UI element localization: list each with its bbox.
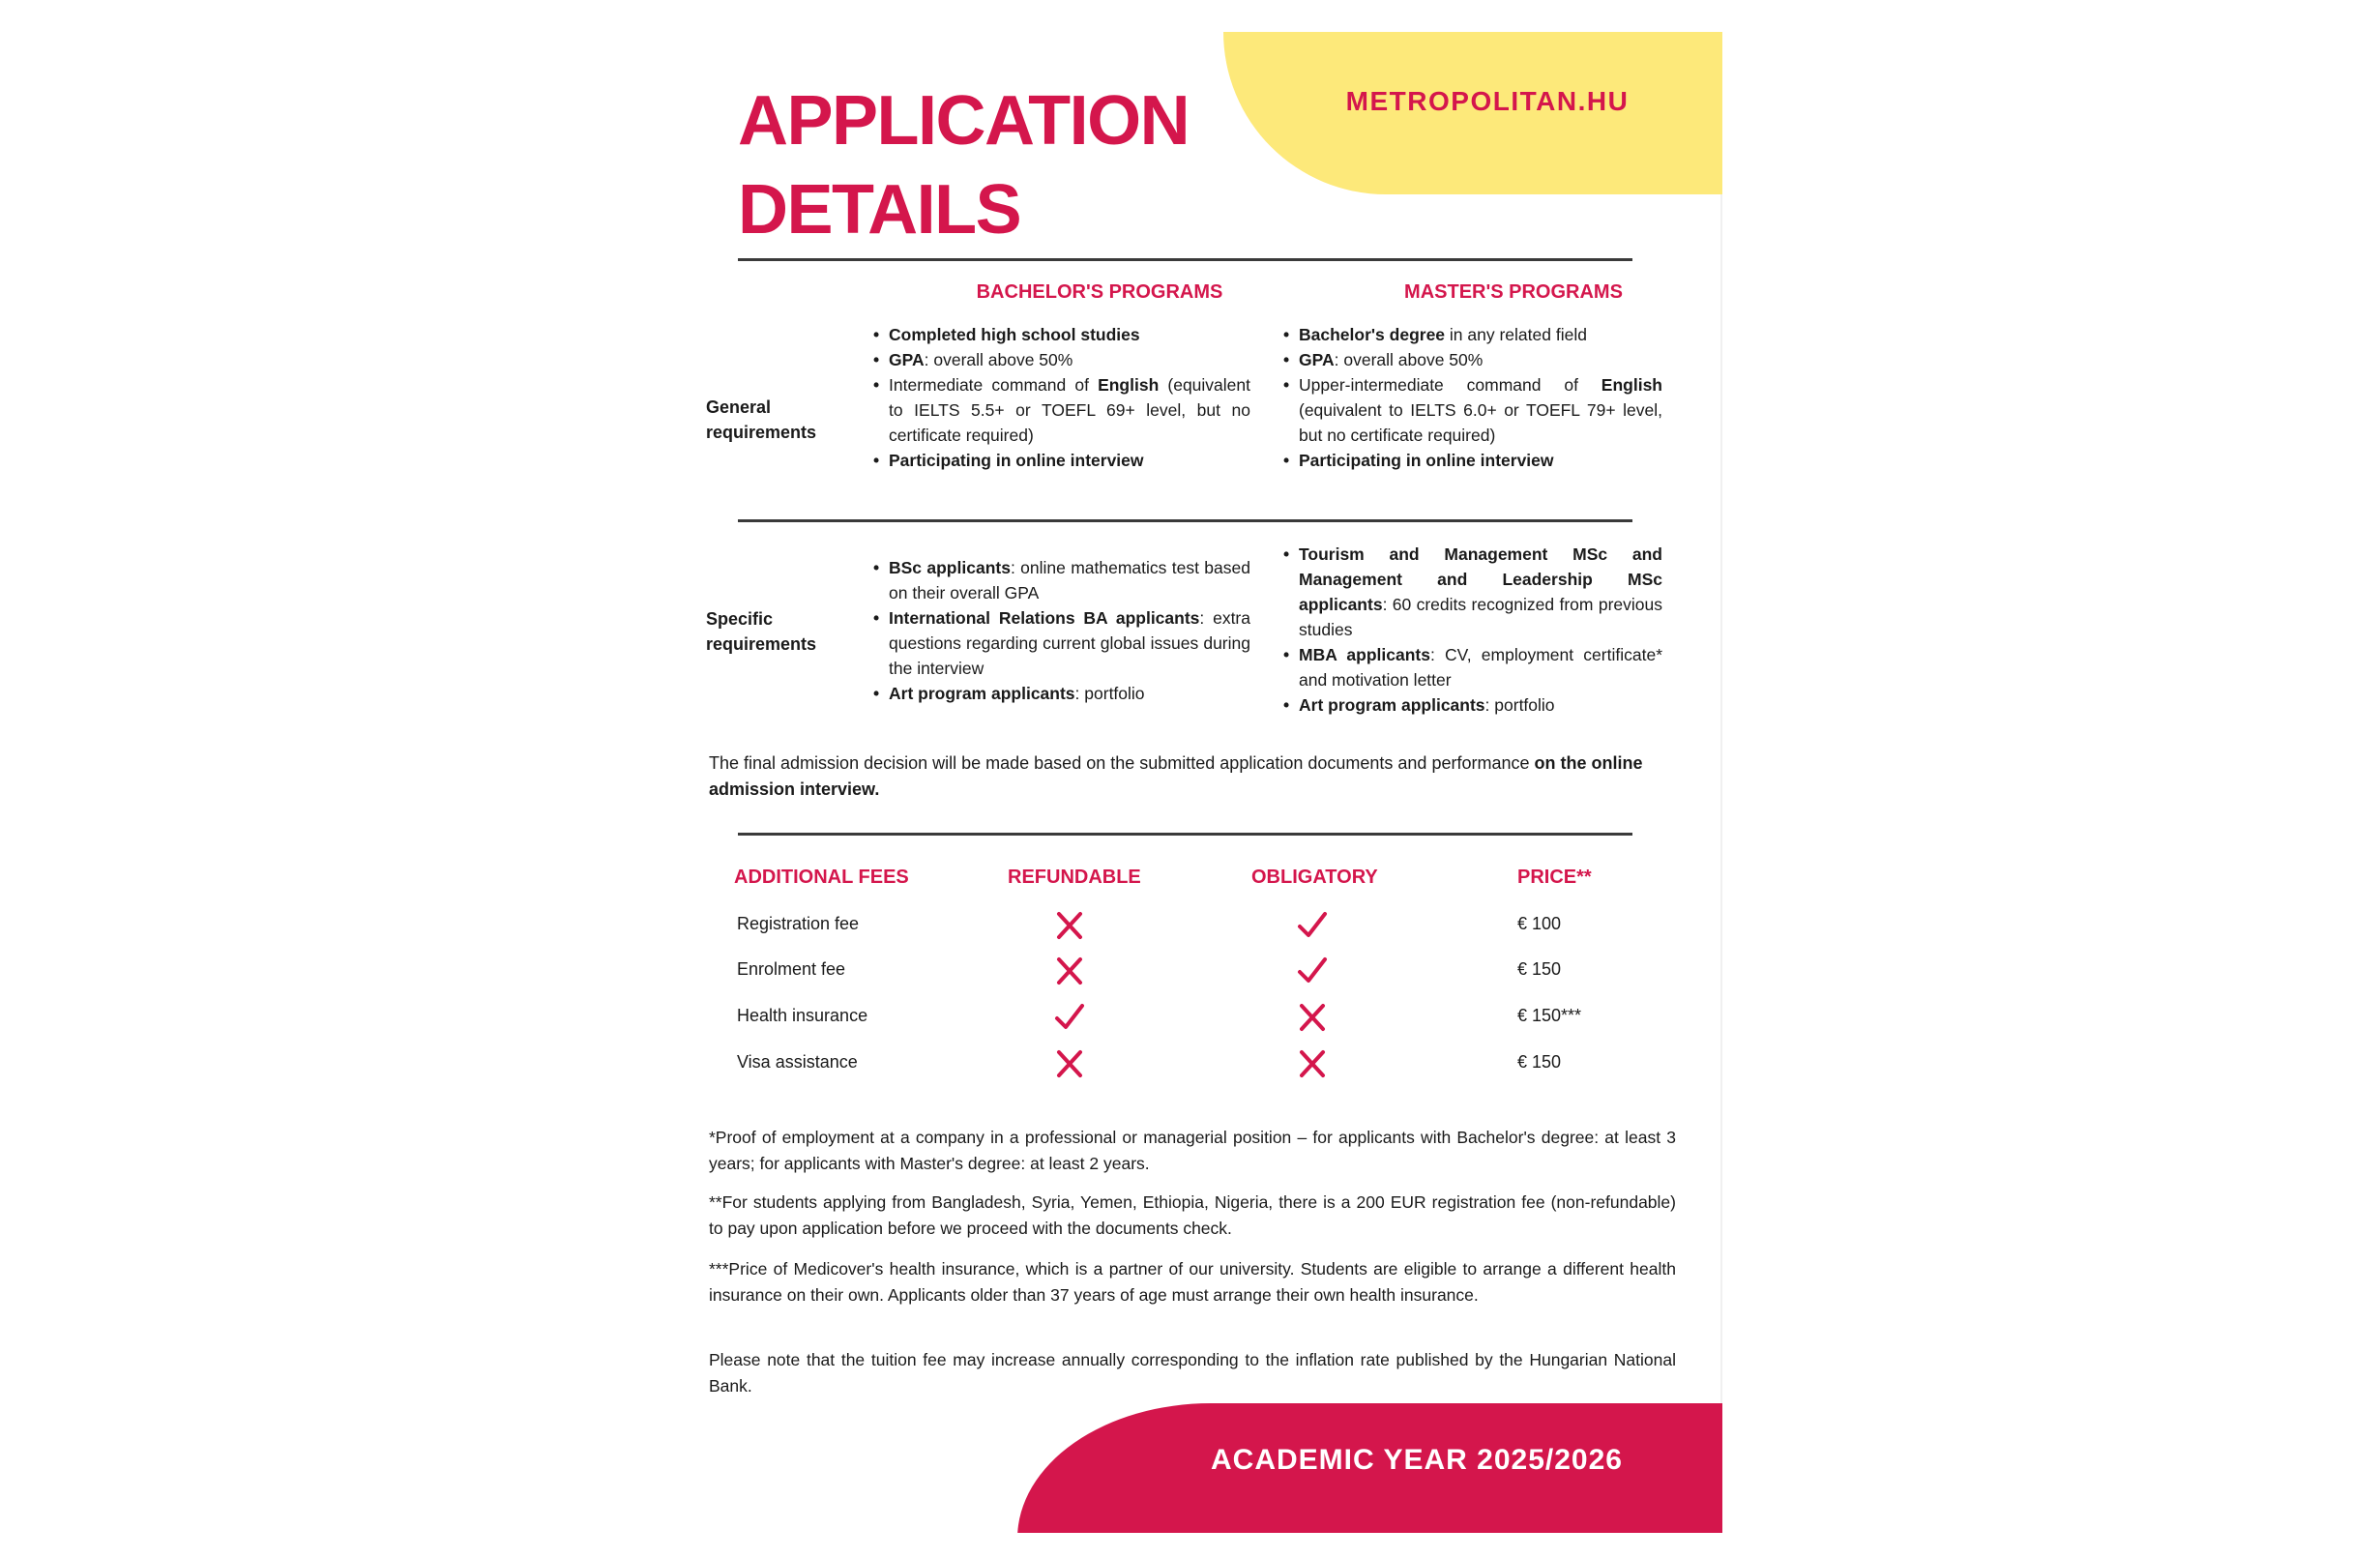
specific-master-item: • Art program applicants: portfolio bbox=[1283, 692, 1662, 718]
fees-header-refundable: REFUNDABLE bbox=[1008, 867, 1141, 888]
general-master-list bbox=[1283, 322, 1662, 473]
specific-master-item: • Tourism and Management MSc and Management and Leadership MSc applicants: 60 credits recognized from previous studies bbox=[1283, 542, 1662, 642]
page-edge bbox=[1720, 32, 1722, 1533]
fee-name: Registration fee bbox=[737, 914, 860, 933]
bold-term: Bachelor's degree bbox=[1299, 325, 1446, 344]
footnote: *Proof of employment at a company in a professional or managerial position – for applicants with Bachelor's degree: at least 3 years; for applicants with Master's degree: at least 2 years. bbox=[709, 1128, 1676, 1173]
refundable-cross-icon bbox=[1053, 910, 1086, 941]
specific-bachelor-item: • BSc applicants: online mathematics test based on their overall GPA bbox=[873, 555, 1250, 605]
bold-term: Completed high school studies bbox=[889, 325, 1140, 344]
general-bachelor-item bbox=[873, 448, 1250, 473]
divider bbox=[738, 833, 1632, 836]
general-master-item: • GPA: overall above 50% bbox=[1283, 347, 1662, 372]
specific-requirements-label: Specific requirements bbox=[706, 609, 817, 654]
fees-header-price: PRICE** bbox=[1517, 867, 1592, 888]
bold-term: English bbox=[1601, 375, 1662, 395]
bachelor-column-header: BACHELOR'S PROGRAMS bbox=[976, 281, 1223, 303]
bold-term: BSc applicants bbox=[889, 558, 1011, 577]
bold-term: Art program applicants bbox=[1299, 695, 1485, 715]
fee-price: € 150 bbox=[1517, 959, 1562, 979]
admission-decision-text: The final admission decision will be made based on the submitted application documents and performance on the online admission interview. bbox=[709, 753, 1643, 799]
brochure-page bbox=[684, 32, 1722, 1533]
title-line-1: APPLICATION bbox=[738, 82, 1190, 160]
general-master-item: • Bachelor's degree in any related field bbox=[1283, 322, 1662, 347]
bold-term: Art program applicants bbox=[889, 684, 1075, 703]
divider bbox=[738, 519, 1632, 522]
bold-term: GPA bbox=[889, 350, 925, 369]
footnote: ***Price of Medicover's health insurance, which is a partner of our university. Students are eligible to arrange a different health insurance on their own. Applicants older than 37 years of age must arrange their own health insurance. bbox=[709, 1259, 1676, 1305]
footnote: **For students applying from Bangladesh, Syria, Yemen, Ethiopia, Nigeria, there is a 200 EUR registration fee (non-refundable) to pay upon application before we proceed with the documents check. bbox=[709, 1192, 1676, 1238]
specific-bachelor-list bbox=[873, 555, 1250, 706]
obligatory-check-icon bbox=[1296, 955, 1329, 986]
fee-price: € 150*** bbox=[1517, 1006, 1582, 1025]
brand-website[interactable]: METROPOLITAN.HU bbox=[1345, 86, 1630, 116]
divider bbox=[738, 258, 1632, 261]
bold-term: English bbox=[1098, 375, 1160, 395]
general-requirements-label: General requirements bbox=[706, 397, 817, 442]
bold-term: International Relations BA applicants bbox=[889, 608, 1200, 628]
academic-year: ACADEMIC YEAR 2025/2026 bbox=[1211, 1444, 1623, 1476]
page-title bbox=[738, 76, 1189, 254]
general-bachelor-list bbox=[873, 322, 1250, 473]
general-bachelor-item bbox=[873, 322, 1250, 347]
master-column-header: MASTER'S PROGRAMS bbox=[1404, 281, 1623, 303]
bold-term: Participating in online interview bbox=[1299, 451, 1554, 470]
specific-bachelor-item: • International Relations BA applicants: extra questions regarding current global issues during the interview bbox=[873, 605, 1250, 681]
obligatory-check-icon bbox=[1296, 910, 1329, 941]
bold-term: Tourism and Management MSc and Management and Leadership MSc applicants bbox=[1299, 544, 1662, 614]
footnote: Please note that the tuition fee may increase annually corresponding to the inflation rate published by the Hungarian National Bank. bbox=[709, 1350, 1676, 1396]
general-master-item bbox=[1283, 448, 1662, 473]
obligatory-cross-icon bbox=[1296, 1002, 1329, 1033]
refundable-cross-icon bbox=[1053, 955, 1086, 986]
specific-master-list bbox=[1283, 542, 1662, 718]
fee-price: € 100 bbox=[1517, 914, 1562, 933]
fee-name: Enrolment fee bbox=[737, 959, 846, 979]
general-bachelor-item: • GPA: overall above 50% bbox=[873, 347, 1250, 372]
general-bachelor-item: • Intermediate command of English (equivalent to IELTS 5.5+ or TOEFL 69+ level, but no certificate required) bbox=[873, 372, 1250, 448]
fee-price: € 150 bbox=[1517, 1052, 1562, 1072]
refundable-cross-icon bbox=[1053, 1048, 1086, 1079]
fees-header-obligatory: OBLIGATORY bbox=[1251, 867, 1378, 888]
refundable-check-icon bbox=[1053, 1002, 1086, 1033]
bold-term: Participating in online interview bbox=[889, 451, 1144, 470]
fee-name: Visa assistance bbox=[737, 1052, 858, 1072]
specific-master-item: • MBA applicants: CV, employment certificate* and motivation letter bbox=[1283, 642, 1662, 692]
general-master-item: • Upper-intermediate command of English (equivalent to IELTS 6.0+ or TOEFL 79+ level, but no certificate required) bbox=[1283, 372, 1662, 448]
bold-term: GPA bbox=[1299, 350, 1335, 369]
fees-header-name: ADDITIONAL FEES bbox=[734, 867, 909, 888]
bold-term: MBA applicants bbox=[1299, 645, 1430, 664]
obligatory-cross-icon bbox=[1296, 1048, 1329, 1079]
fee-name: Health insurance bbox=[737, 1006, 868, 1025]
specific-bachelor-item: • Art program applicants: portfolio bbox=[873, 681, 1250, 706]
title-line-2: DETAILS bbox=[738, 171, 1021, 249]
